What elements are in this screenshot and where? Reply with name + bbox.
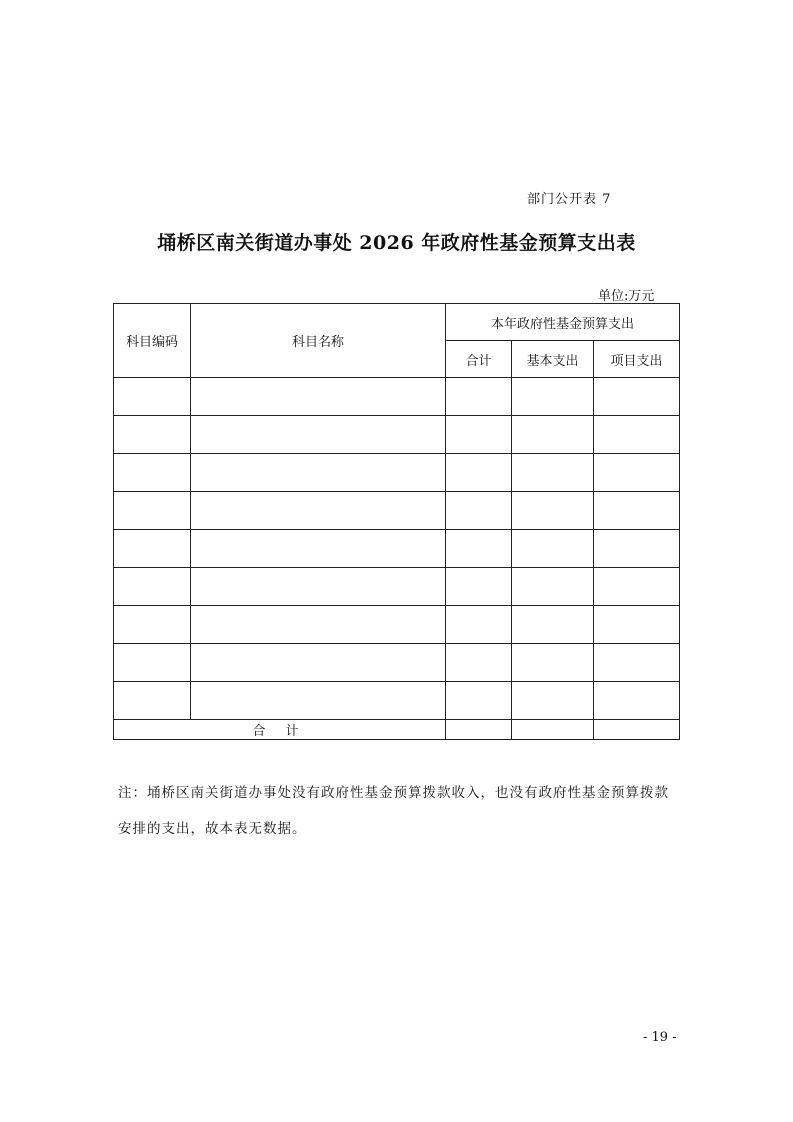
page-number: - 19 - — [643, 1030, 677, 1045]
cell-basic — [512, 606, 594, 644]
cell-project — [594, 416, 680, 454]
cell-project — [594, 644, 680, 682]
cell-basic — [512, 492, 594, 530]
col-header-code: 科目编码 — [114, 304, 191, 378]
table-row — [114, 568, 680, 606]
cell-code — [114, 492, 191, 530]
cell-name — [191, 454, 446, 492]
cell-code — [114, 454, 191, 492]
cell-total — [446, 682, 512, 720]
total-basic — [512, 720, 594, 740]
col-group-header: 本年政府性基金预算支出 — [446, 304, 680, 341]
cell-total — [446, 530, 512, 568]
cell-total — [446, 606, 512, 644]
cell-project — [594, 378, 680, 416]
col-header-name: 科目名称 — [191, 304, 446, 378]
total-project — [594, 720, 680, 740]
unit-label: 单位:万元 — [598, 289, 655, 304]
cell-basic — [512, 416, 594, 454]
cell-basic — [512, 454, 594, 492]
table-row — [114, 454, 680, 492]
cell-project — [594, 530, 680, 568]
col-header-basic: 基本支出 — [512, 341, 594, 378]
cell-name — [191, 606, 446, 644]
col-header-project: 项目支出 — [594, 341, 680, 378]
cell-total — [446, 568, 512, 606]
cell-total — [446, 454, 512, 492]
cell-name — [191, 644, 446, 682]
cell-total — [446, 378, 512, 416]
cell-project — [594, 606, 680, 644]
table-row — [114, 492, 680, 530]
cell-total — [446, 492, 512, 530]
table-row — [114, 606, 680, 644]
cell-project — [594, 568, 680, 606]
table-row — [114, 416, 680, 454]
cell-basic — [512, 530, 594, 568]
cell-code — [114, 644, 191, 682]
cell-total — [446, 644, 512, 682]
cell-total — [446, 416, 512, 454]
cell-project — [594, 454, 680, 492]
table-row — [114, 378, 680, 416]
cell-name — [191, 378, 446, 416]
cell-name — [191, 568, 446, 606]
total-row — [114, 720, 680, 740]
total-label: 合 计 — [114, 720, 446, 740]
cell-project — [594, 492, 680, 530]
cell-name — [191, 682, 446, 720]
table-row — [114, 644, 680, 682]
cell-code — [114, 530, 191, 568]
cell-basic — [512, 644, 594, 682]
budget-table — [113, 303, 680, 740]
page-title: 埇桥区南关街道办事处 2026 年政府性基金预算支出表 — [157, 232, 636, 254]
cell-code — [114, 682, 191, 720]
footnote: 注：埇桥区南关街道办事处没有政府性基金预算拨款收入，也没有政府性基金预算拨款安排的支出，故本表无数据。 — [118, 785, 669, 837]
table-row — [114, 530, 680, 568]
table-tag: 部门公开表 7 — [527, 192, 612, 207]
cell-name — [191, 492, 446, 530]
cell-basic — [512, 682, 594, 720]
cell-project — [594, 682, 680, 720]
col-header-total: 合计 — [446, 341, 512, 378]
cell-basic — [512, 568, 594, 606]
cell-code — [114, 378, 191, 416]
total-total — [446, 720, 512, 740]
cell-name — [191, 416, 446, 454]
cell-code — [114, 606, 191, 644]
table-row — [114, 682, 680, 720]
cell-name — [191, 530, 446, 568]
cell-code — [114, 416, 191, 454]
cell-basic — [512, 378, 594, 416]
cell-code — [114, 568, 191, 606]
